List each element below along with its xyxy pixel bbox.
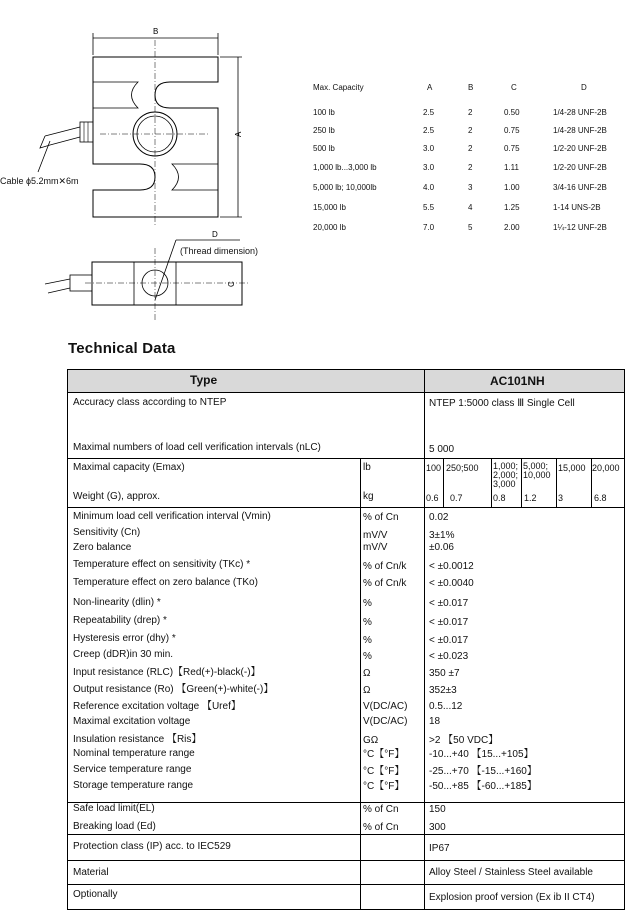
col-b: B — [468, 83, 474, 92]
breaking-load-value: 300 — [429, 822, 446, 833]
nlc-value: 5 000 — [429, 444, 455, 455]
cell: 0.75 — [504, 126, 520, 135]
cell: 3/4-16 UNF-2B — [553, 183, 607, 192]
cell: 1,000 lb...3,000 lb — [313, 163, 377, 172]
optionally-label: Optionally — [73, 889, 118, 900]
dimension-row — [313, 163, 623, 175]
model-header: AC101NH — [490, 374, 545, 388]
divider — [424, 370, 425, 909]
col-d: D — [581, 83, 587, 92]
spec-label: Hysteresis error (dhy) * — [73, 633, 176, 644]
divider — [360, 458, 361, 909]
cell: 1.25 — [504, 203, 520, 212]
spec-label: Repeatability (drep) * — [73, 615, 167, 626]
spec-value: < ±0.017 — [429, 617, 469, 628]
divider — [68, 392, 624, 393]
cell: 5 — [468, 223, 473, 232]
spec-unit: mV/V — [363, 542, 388, 553]
cell: 3 — [468, 183, 473, 192]
spec-value: 0.02 — [429, 512, 449, 523]
label-a: A — [234, 131, 243, 137]
capacity-value: 20,000 — [592, 463, 620, 473]
capacity-value: 250;500 — [446, 463, 479, 473]
col-c: C — [511, 83, 517, 92]
weight-value: 6.8 — [594, 493, 607, 503]
ip-label: Protection class (IP) acc. to IEC529 — [73, 841, 231, 852]
dimension-row — [313, 223, 623, 235]
cell: 0.75 — [504, 144, 520, 153]
spec-value: >2 【50 VDC】 — [429, 735, 499, 746]
dimension-row — [313, 108, 623, 120]
optionally-value: Explosion proof version (Ex ib II CT4) — [429, 892, 595, 903]
spec-unit: % — [363, 598, 372, 609]
weight-value: 0.6 — [426, 493, 439, 503]
label-d: D — [212, 230, 218, 239]
divider — [68, 458, 624, 459]
divider — [68, 860, 624, 861]
label-b: B — [153, 27, 159, 36]
weight-value: 0.8 — [493, 493, 506, 503]
dimension-row — [313, 183, 623, 195]
cell: 20,000 lb — [313, 223, 346, 232]
spec-value: 18 — [429, 716, 441, 727]
cell: 7.0 — [423, 223, 435, 232]
safe-load-unit: % of Cn — [363, 804, 399, 815]
dimension-row — [313, 126, 623, 138]
type-header: Type — [190, 373, 218, 387]
spec-label: Non-linearity (dlin) * — [73, 597, 161, 608]
weight-value: 3 — [558, 493, 564, 503]
nlc-label: Maximal numbers of load cell verification intervals (nLC) — [73, 442, 321, 453]
tech-data-table — [67, 369, 625, 910]
capacity-value: 1,000; 2,000; 3,000 — [493, 461, 519, 489]
spec-unit: % — [363, 635, 372, 646]
cell: 4 — [468, 203, 473, 212]
spec-unit: % — [363, 651, 372, 662]
spec-label: Creep (dDR)in 30 min. — [73, 649, 174, 660]
spec-value: -10...+40 【15...+105】 — [429, 749, 534, 760]
dimension-row — [313, 144, 623, 156]
cell: 1/2-20 UNF-2B — [553, 144, 607, 153]
divider — [556, 458, 557, 507]
spec-label: Input resistance (RLC)【Red(+)-black(-)】 — [73, 667, 261, 678]
spec-unit: % of Cn — [363, 512, 399, 523]
divider — [68, 884, 624, 885]
safe-load-value: 150 — [429, 804, 446, 815]
spec-value: ±0.06 — [429, 542, 454, 553]
weight-label: Weight (G), approx. — [73, 491, 161, 502]
thread-label: (Thread dimension) — [180, 246, 259, 256]
divider — [443, 458, 444, 507]
cell: 1¼-12 UNF-2B — [553, 223, 607, 232]
divider — [68, 834, 624, 835]
spec-unit: % of Cn/k — [363, 578, 407, 589]
col-a: A — [427, 83, 433, 92]
spec-unit: Ω — [363, 668, 371, 679]
cell: 2.5 — [423, 126, 435, 135]
spec-value: 352±3 — [429, 685, 457, 696]
spec-label: Output resistance (Ro) 【Green(+)-white(-)】 — [73, 684, 274, 695]
spec-unit: % of Cn/k — [363, 561, 407, 572]
material-label: Material — [73, 867, 109, 878]
spec-unit: V(DC/AC) — [363, 716, 408, 727]
spec-unit: GΩ — [363, 735, 379, 746]
spec-unit: V(DC/AC) — [363, 701, 408, 712]
spec-unit: °C【°F】 — [363, 766, 405, 777]
weight-value: 0.7 — [450, 493, 463, 503]
dimension-header-row — [313, 83, 623, 95]
spec-label: Zero balance — [73, 542, 132, 553]
spec-label: Sensitivity (Cn) — [73, 527, 141, 538]
divider — [68, 507, 624, 508]
cell: 2.00 — [504, 223, 520, 232]
cell: 1-14 UNS-2B — [553, 203, 601, 212]
weight-unit: kg — [363, 491, 374, 502]
cell: 500 lb — [313, 144, 335, 153]
spec-label: Reference excitation voltage 【Uref】 — [73, 701, 241, 712]
weight-value: 1.2 — [524, 493, 537, 503]
section-title: Technical Data — [68, 340, 176, 357]
divider — [521, 458, 522, 507]
spec-unit: °C【°F】 — [363, 749, 405, 760]
spec-label: Temperature effect on sensitivity (TKc) * — [73, 559, 251, 570]
capacity-value: 15,000 — [558, 463, 586, 473]
cell: 3.0 — [423, 163, 435, 172]
spec-value: 350 ±7 — [429, 668, 460, 679]
spec-label: Nominal temperature range — [73, 748, 195, 759]
cell: 5.5 — [423, 203, 435, 212]
spec-unit: % — [363, 617, 372, 628]
capacity-value: 5,000; 10,000 — [523, 461, 551, 480]
spec-unit: Ω — [363, 685, 371, 696]
cell: 5,000 lb; 10,000lb — [313, 183, 377, 192]
capacity-unit: lb — [363, 462, 371, 473]
spec-value: 3±1% — [429, 530, 455, 541]
spec-value: < ±0.017 — [429, 635, 469, 646]
cell: 2 — [468, 108, 473, 117]
spec-unit: °C【°F】 — [363, 781, 405, 792]
capacity-value: 100 — [426, 463, 442, 473]
cell: 3.0 — [423, 144, 435, 153]
spec-value: -25...+70 【-15...+160】 — [429, 766, 537, 777]
capacity-label: Maximal capacity (Emax) — [73, 462, 185, 473]
cable-label: Cable ɸ5.2mm✕6m — [0, 176, 79, 186]
breaking-load-label: Breaking load (Ed) — [73, 821, 156, 832]
divider — [491, 458, 492, 507]
dimension-row — [313, 203, 623, 215]
spec-value: < ±0.017 — [429, 598, 469, 609]
spec-label: Minimum load cell verification interval (Vmin) — [73, 511, 271, 522]
cell: 15,000 lb — [313, 203, 346, 212]
cell: 1.11 — [504, 163, 519, 172]
load-cell-drawing — [0, 20, 300, 330]
spec-label: Storage temperature range — [73, 780, 194, 791]
spec-value: < ±0.0012 — [429, 561, 474, 572]
cell: 1/2-20 UNF-2B — [553, 163, 607, 172]
spec-unit: mV/V — [363, 530, 388, 541]
spec-value: < ±0.023 — [429, 651, 469, 662]
cell: 2 — [468, 126, 473, 135]
cell: 0.50 — [504, 108, 520, 117]
cell: 100 lb — [313, 108, 335, 117]
cell: 1.00 — [504, 183, 520, 192]
spec-label: Service temperature range — [73, 764, 192, 775]
cell: 2.5 — [423, 108, 435, 117]
accuracy-label: Accuracy class according to NTEP — [73, 397, 227, 408]
col-max-capacity: Max. Capacity — [313, 83, 364, 92]
material-value: Alloy Steel / Stainless Steel available — [429, 867, 593, 878]
cell: 4.0 — [423, 183, 435, 192]
spec-value: -50...+85 【-60...+185】 — [429, 781, 537, 792]
spec-label: Maximal excitation voltage — [73, 716, 191, 727]
safe-load-label: Safe load limit(EL) — [73, 803, 155, 814]
spec-value: 0.5...12 — [429, 701, 463, 712]
accuracy-value: NTEP 1:5000 class Ⅲ Single Cell — [429, 398, 575, 409]
spec-label: Insulation resistance 【Ris】 — [73, 734, 202, 745]
breaking-load-unit: % of Cn — [363, 822, 399, 833]
cell: 1/4-28 UNF-2B — [553, 108, 607, 117]
spec-value: < ±0.0040 — [429, 578, 474, 589]
cell: 1/4-28 UNF-2B — [553, 126, 607, 135]
spec-label: Temperature effect on zero balance (TKo) — [73, 577, 258, 588]
cell: 250 lb — [313, 126, 335, 135]
cell: 2 — [468, 144, 473, 153]
ip-value: IP67 — [429, 843, 450, 854]
cell: 2 — [468, 163, 473, 172]
label-c: C — [227, 281, 236, 287]
